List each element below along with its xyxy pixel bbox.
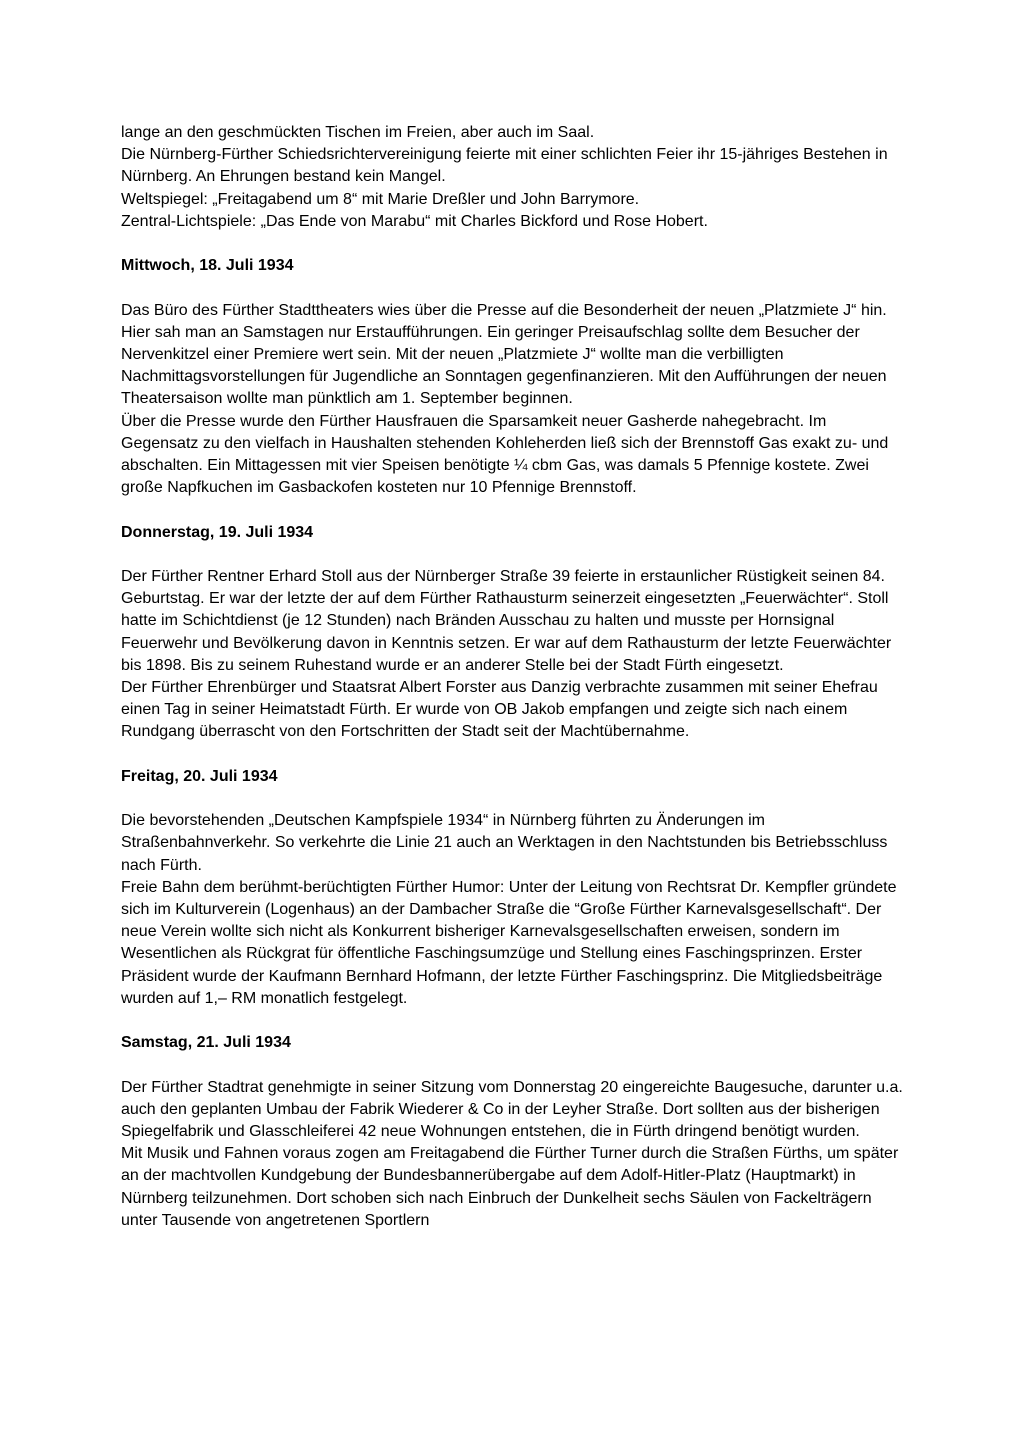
text-line: Das Büro des Fürther Stadttheaters wies über die Presse auf die Besonderheit der neuen „Platzmiete J“ hin. Hier sah man an Samstagen nur Erstaufführungen. Ein geringer Preisaufschlag sollte dem Besucher der Nervenkitzel einer Premiere wert sein. Mit der neuen „Platzmiete J“ wollte man die verbilligten Nachmittagsvorstellungen für Jugendliche an Sonntagen gegenfinanzieren. Mit den Aufführungen der neuen Theatersaison wollte man pünktlich am 1. September beginnen. bbox=[121, 301, 887, 408]
paragraph-mittwoch bbox=[121, 300, 903, 500]
heading-mittwoch-18-juli-1934: Mittwoch, 18. Juli 1934 bbox=[121, 257, 294, 275]
text-line: Über die Presse wurde den Fürther Hausfrauen die Sparsamkeit neuer Gasherde nahegebracht. Im Gegensatz zu den vielfach in Haushalten stehenden Kohleherden ließ sich der Brennstoff Gas exakt zu- und abschalten. Ein Mittagessen mit vier Speisen benötigte ¼ cbm Gas, was damals 5 Pfennige kostete. Zwei große Napfkuchen im Gasbackofen kosteten nur 10 Pfennige Brennstoff. bbox=[121, 412, 889, 497]
text-line: Die bevorstehenden „Deutschen Kampfspiele 1934“ in Nürnberg führten zu Änderungen im Straßenbahnverkehr. So verkehrte die Linie 21 auch an Werktagen in den Nachtstunden bis Betriebsschluss nach Fürth. bbox=[121, 812, 888, 874]
heading-freitag-20-juli-1934: Freitag, 20. Juli 1934 bbox=[121, 767, 278, 785]
text-line: Der Fürther Ehrenbürger und Staatsrat Albert Forster aus Danzig verbrachte zusammen mit seiner Ehefrau einen Tag in seiner Heimatstadt Fürth. Er wurde von OB Jakob empfangen und zeigte sich nach einem Rundgang überrascht von den Fortschritten der Stadt seit der Machtübernahme. bbox=[121, 679, 878, 741]
heading-donnerstag-19-juli-1934: Donnerstag, 19. Juli 1934 bbox=[121, 523, 314, 541]
text-line: Weltspiegel: „Freitagabend um 8“ mit Marie Dreßler und John Barrymore. bbox=[121, 190, 640, 208]
text-line: lange an den geschmückten Tischen im Freien, aber auch im Saal. bbox=[121, 124, 595, 141]
paragraph-freitag bbox=[121, 810, 903, 1010]
paragraph-samstag bbox=[121, 1077, 903, 1232]
heading-samstag-21-juli-1934: Samstag, 21. Juli 1934 bbox=[121, 1034, 291, 1052]
text-line: Freie Bahn dem berühmt-berüchtigten Fürther Humor: Unter der Leitung von Rechtsrat Dr. Kempfler gründete sich im Kulturverein (Logenhaus) an der Dambacher Straße die “Große Fürther Karnevalsgesellschaft“. Der neue Verein wollte sich nicht als Konkurrent bisheriger Karnevalsgesellschaften erweisen, sondern im Wesentlichen als Rückgrat für öffentliche Faschingsumzüge und Stellung eines Faschingsprinzen. Erster Präsident wurde der Kaufmann Bernhard Hofmann, der letzte Fürther Faschingsprinz. Die Mitgliedsbeiträge wurden auf 1,– RM monatlich festgelegt. bbox=[121, 878, 897, 1007]
text-line: Zentral-Lichtspiele: „Das Ende von Marabu“ mit Charles Bickford und Rose Hobert. bbox=[121, 212, 708, 230]
paragraph-donnerstag bbox=[121, 566, 903, 744]
text-line: Die Nürnberg-Fürther Schiedsrichtervereinigung feierte mit einer schlichten Feier ihr 15-jähriges Bestehen in Nürnberg. An Ehrungen bestand kein Mangel. bbox=[121, 146, 888, 186]
text-line: Mit Musik und Fahnen voraus zogen am Freitagabend die Fürther Turner durch die Straßen Fürths, um später an der machtvollen Kundgebung der Bundesbannerübergabe auf dem Adolf-Hitler-Platz (Hauptmarkt) in Nürnberg teilzunehmen. Dort schoben sich nach Einbruch der Dunkelheit sechs Säulen von Fackelträgern unter Tausende von angetretenen Sportlern bbox=[121, 1145, 899, 1229]
paragraph-cinema-and-clubs bbox=[121, 122, 903, 233]
text-line: Der Fürther Rentner Erhard Stoll aus der Nürnberger Straße 39 feierte in erstaunlicher Rüstigkeit seinen 84. Geburtstag. Er war der letzte der auf dem Fürther Rathausturm seinerzeit eingesetzten „Feuerwächter“. Stoll hatte im Schichtdienst (je 12 Stunden) nach Bränden Ausschau zu halten und musste per Hornsignal Feuerwehr und Bevölkerung davon in Kenntnis setzen. Er war auf dem Rathausturm der letzte Feuerwächter bis 1898. Bis zu seinem Ruhestand wurde er an anderer Stelle bei der Stadt Fürth eingesetzt. bbox=[121, 568, 892, 674]
text-line: Der Fürther Stadtrat genehmigte in seiner Sitzung vom Donnerstag 20 eingereichte Baugesuche, darunter u.a. auch den geplanten Umbau der Fabrik Wiederer & Co in der Leyher Straße. Dort sollten aus der bisherigen Spiegelfabrik und Glasschleiferei 42 neue Wohnungen entstehen, die in Fürth dringend benötigt wurden. bbox=[121, 1078, 903, 1141]
